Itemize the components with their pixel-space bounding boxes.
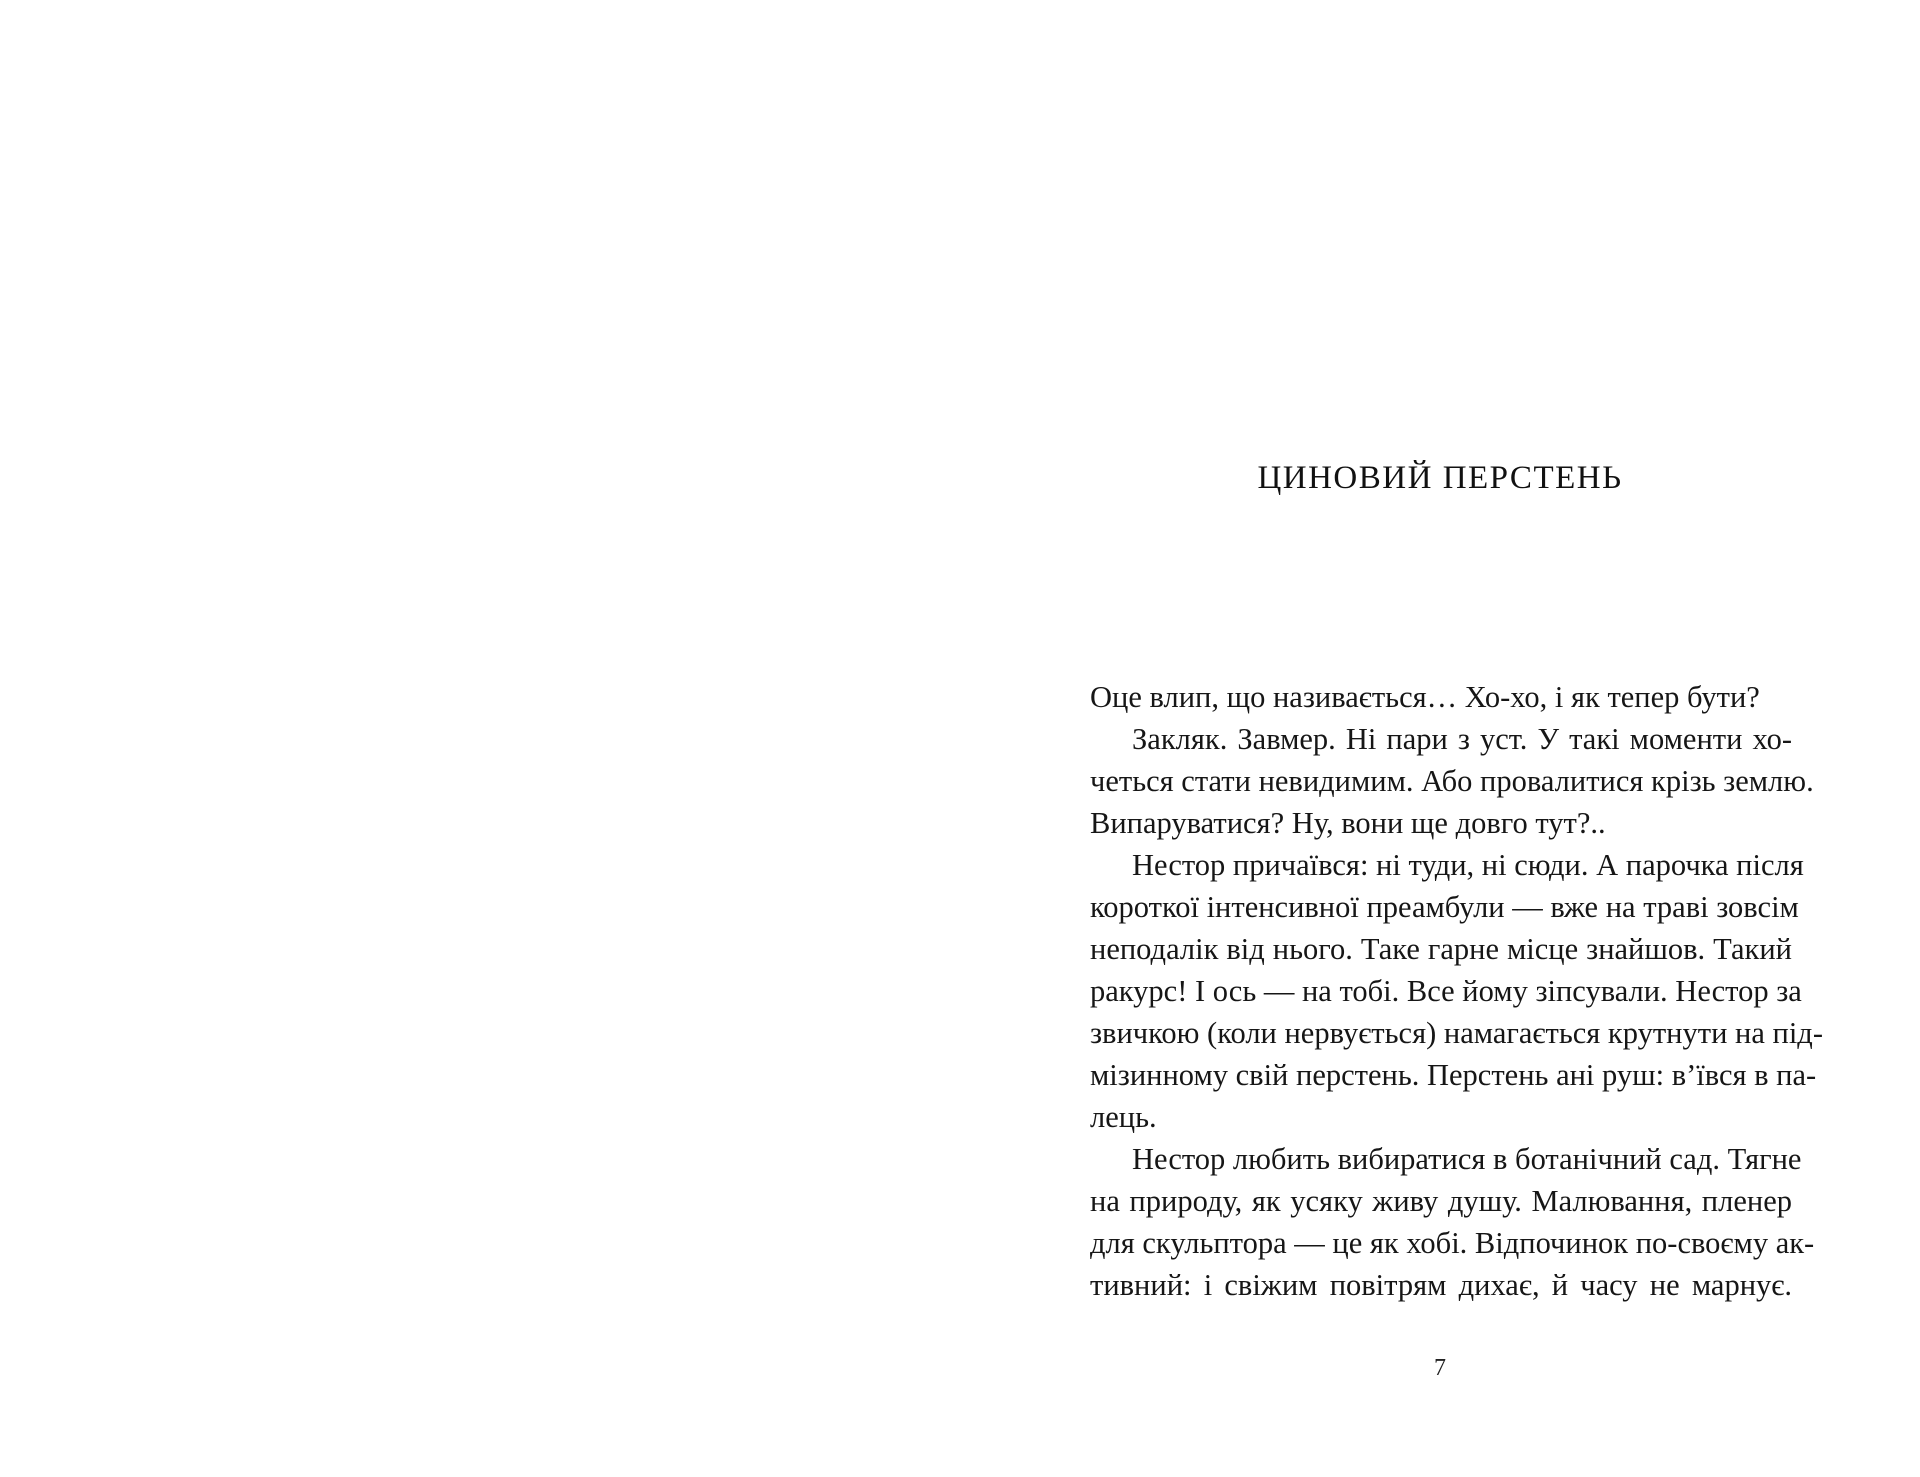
text-line: четься стати невидимим. Або провалитися крізь землю.: [1090, 764, 1814, 798]
text-line: тивний: і свіжим повітрям дихає, й часу не марнує.: [1090, 1268, 1792, 1302]
text-line: ракурс! І ось — на тобі. Все йому зіпсували. Нестор за: [1090, 974, 1802, 1008]
paragraph-4: [1090, 1138, 1815, 1306]
text-line: Оце влип, що називається… Хо-хо, і як тепер бути?: [1090, 680, 1760, 714]
text-line: Нестор любить вибиратися в ботанічний сад. Тягне: [1132, 1142, 1802, 1176]
paragraph-2: [1090, 718, 1814, 844]
text-line: Випаруватися? Ну, вони ще довго тут?..: [1090, 806, 1606, 840]
paragraph-1: [1090, 676, 1792, 718]
text-line: неподалік від нього. Таке гарне місце знайшов. Такий: [1090, 932, 1792, 966]
text-line: короткої інтенсивної преамбули — вже на траві зовсім: [1090, 890, 1799, 924]
page-number: 7: [1434, 1355, 1446, 1381]
text-line: лець.: [1090, 1100, 1157, 1134]
text-line: Закляк. Завмер. Ні пари з уст. У такі моменти хо-: [1132, 722, 1792, 756]
text-line: мізинному свій перстень. Перстень ані руш: в’ївся в па-: [1090, 1058, 1817, 1092]
text-line: на природу, як усяку живу душу. Малювання, пленер: [1090, 1184, 1792, 1218]
text-line: звичкою (коли нервується) намагається крутнути на під-: [1090, 1016, 1823, 1050]
text-line: Нестор причаївся: ні туди, ні сюди. А парочка після: [1132, 848, 1804, 882]
body-text: [1090, 676, 1823, 1306]
paragraph-3: [1090, 844, 1823, 1138]
text-line: для скульптора — це як хобі. Відпочинок по-своєму ак-: [1090, 1226, 1815, 1260]
chapter-title: ЦИНОВИЙ ПЕРСТЕНЬ: [1257, 460, 1623, 496]
